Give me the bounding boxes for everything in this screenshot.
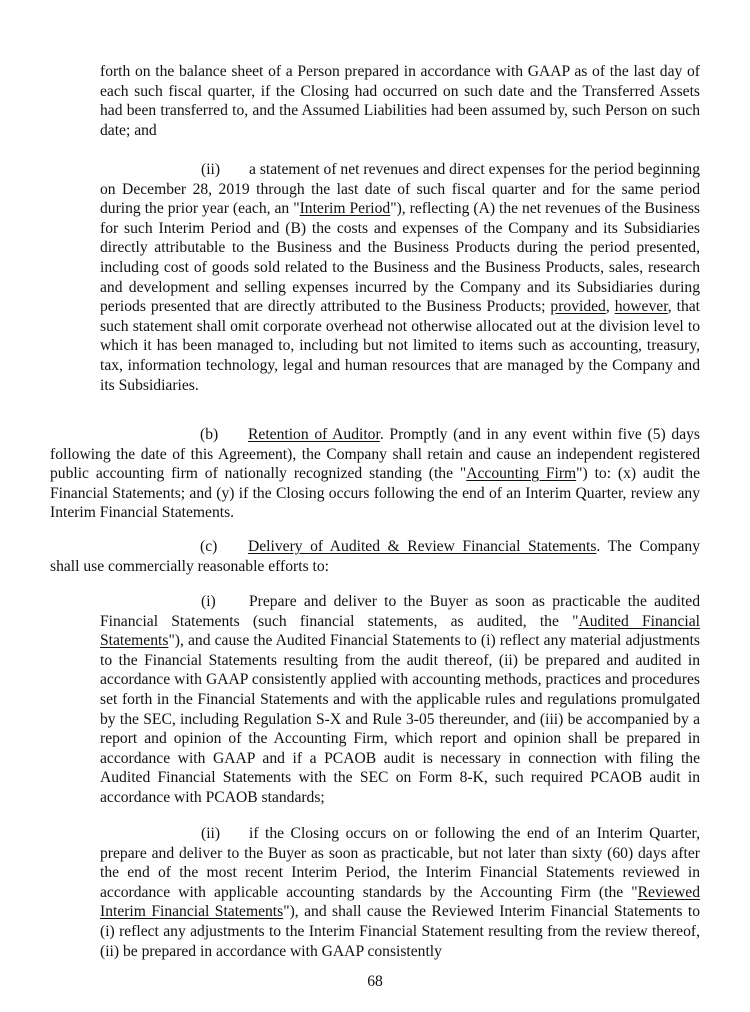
clause-marker: (b) <box>200 426 219 443</box>
clause-text: . Promptly (and in any event within five (5) days following the date of this Agreement), the Company shall retain and cause an independent registered public accounting firm of nationally recognized standing (the " <box>50 426 700 483</box>
clause-marker: (c) <box>200 538 218 555</box>
clause-text: if the Closing occurs on or following the end of an Interim Quarter, prepare and deliver to the Buyer as soon as practicable, but not later than sixty (60) days after the end of the most recent Interim Period, the Interim Financial Statements reviewed in accordance with applicable accounting standards by the Accounting Firm (the " <box>100 825 700 901</box>
emphasis-however: however <box>614 298 668 316</box>
clause-a-ii <box>100 160 700 395</box>
clause-text: "), and shall cause the Reviewed Interim Financial Statements to (i) reflect any adjustments to the Interim Financial Statement resulting from the review thereof, (ii) be prepared in accordance with GAAP consistently <box>100 903 700 960</box>
defined-term: Accounting Firm <box>466 465 577 483</box>
clause-c-i <box>100 592 700 808</box>
clause-c <box>50 537 700 576</box>
clause-text: "), reflecting (A) the net revenues of the Business for such Interim Period and (B) the costs and expenses of the Company and its Subsidiaries directly attributable to the Business and the Business Products during the period presented, including cost of goods sold related to the Business and the Business Products, sales, research and development and selling expenses incurred by the Company and its Subsidiaries during periods presented that are directly attributed to the Business Products; <box>100 200 700 316</box>
defined-term: Interim Period <box>299 200 391 218</box>
clause-b <box>50 425 700 523</box>
clause-text: , that such statement shall omit corporate overhead not otherwise allocated out at the division level to which it has been managed to, including but not limited to items such as accounting, treasury, tax, information technology, legal and human resources that are managed by the Company and its Subsidiaries. <box>100 298 701 394</box>
punctuation: , <box>605 298 615 316</box>
clause-text: Prepare and deliver to the Buyer as soon as practicable the audited Financial Statements (such financial statements, as audited, the " <box>100 593 700 630</box>
clause-marker: (ii) <box>201 161 221 178</box>
page-number: 68 <box>367 973 383 990</box>
clause-text: a statement of net revenues and direct expenses for the period beginning on December 28, 2019 through the last date of such fiscal quarter and for the same period during the prior year (each, an " <box>100 161 700 218</box>
clause-heading: Retention of Auditor <box>248 426 380 443</box>
defined-term: Audited Financial Statements <box>100 612 700 650</box>
clause-marker: (ii) <box>201 825 221 842</box>
clause-c-ii <box>100 824 700 961</box>
clause-text: ") to: (x) audit the Financial Statements; and (y) if the Closing occurs following the end of an Interim Quarter, review any Interim Financial Statements. <box>50 465 701 522</box>
clause-text: "), and cause the Audited Financial Statements to (i) reflect any material adjustments to the Financial Statements resulting from the audit thereof, (ii) be prepared and audited in accordance with GAAP consistently applied with accounting methods, practices and procedures set forth in the Financial Statements and with the applicable rules and regulations promulgated by the SEC, including Regulation S-X and Rule 3-05 thereunder, and (iii) be accompanied by a report and opinion of the Accounting Firm, which report and opinion shall be prepared in accordance with GAAP and if a PCAOB audit is necessary in connection with filing the Audited Financial Statements with the SEC on Form 8-K, such required PCAOB audit in accordance with PCAOB standards; <box>100 632 700 806</box>
clause-text: . The Company shall use commercially reasonable efforts to: <box>50 538 700 575</box>
clause-heading: Delivery of Audited & Review Financial Statements <box>248 538 597 555</box>
defined-term: Reviewed Interim Financial Statements <box>100 883 700 921</box>
clause-marker: (i) <box>201 593 216 610</box>
paragraph-text: forth on the balance sheet of a Person prepared in accordance with GAAP as of the last day of each such fiscal quarter, if the Closing had occurred on such date and the Transferred Assets had been transferred to, and the Assumed Liabilities had been assumed by, such Person on such date; and <box>100 63 700 139</box>
emphasis-provided: provided <box>550 298 606 316</box>
paragraph-continuation <box>100 62 700 140</box>
